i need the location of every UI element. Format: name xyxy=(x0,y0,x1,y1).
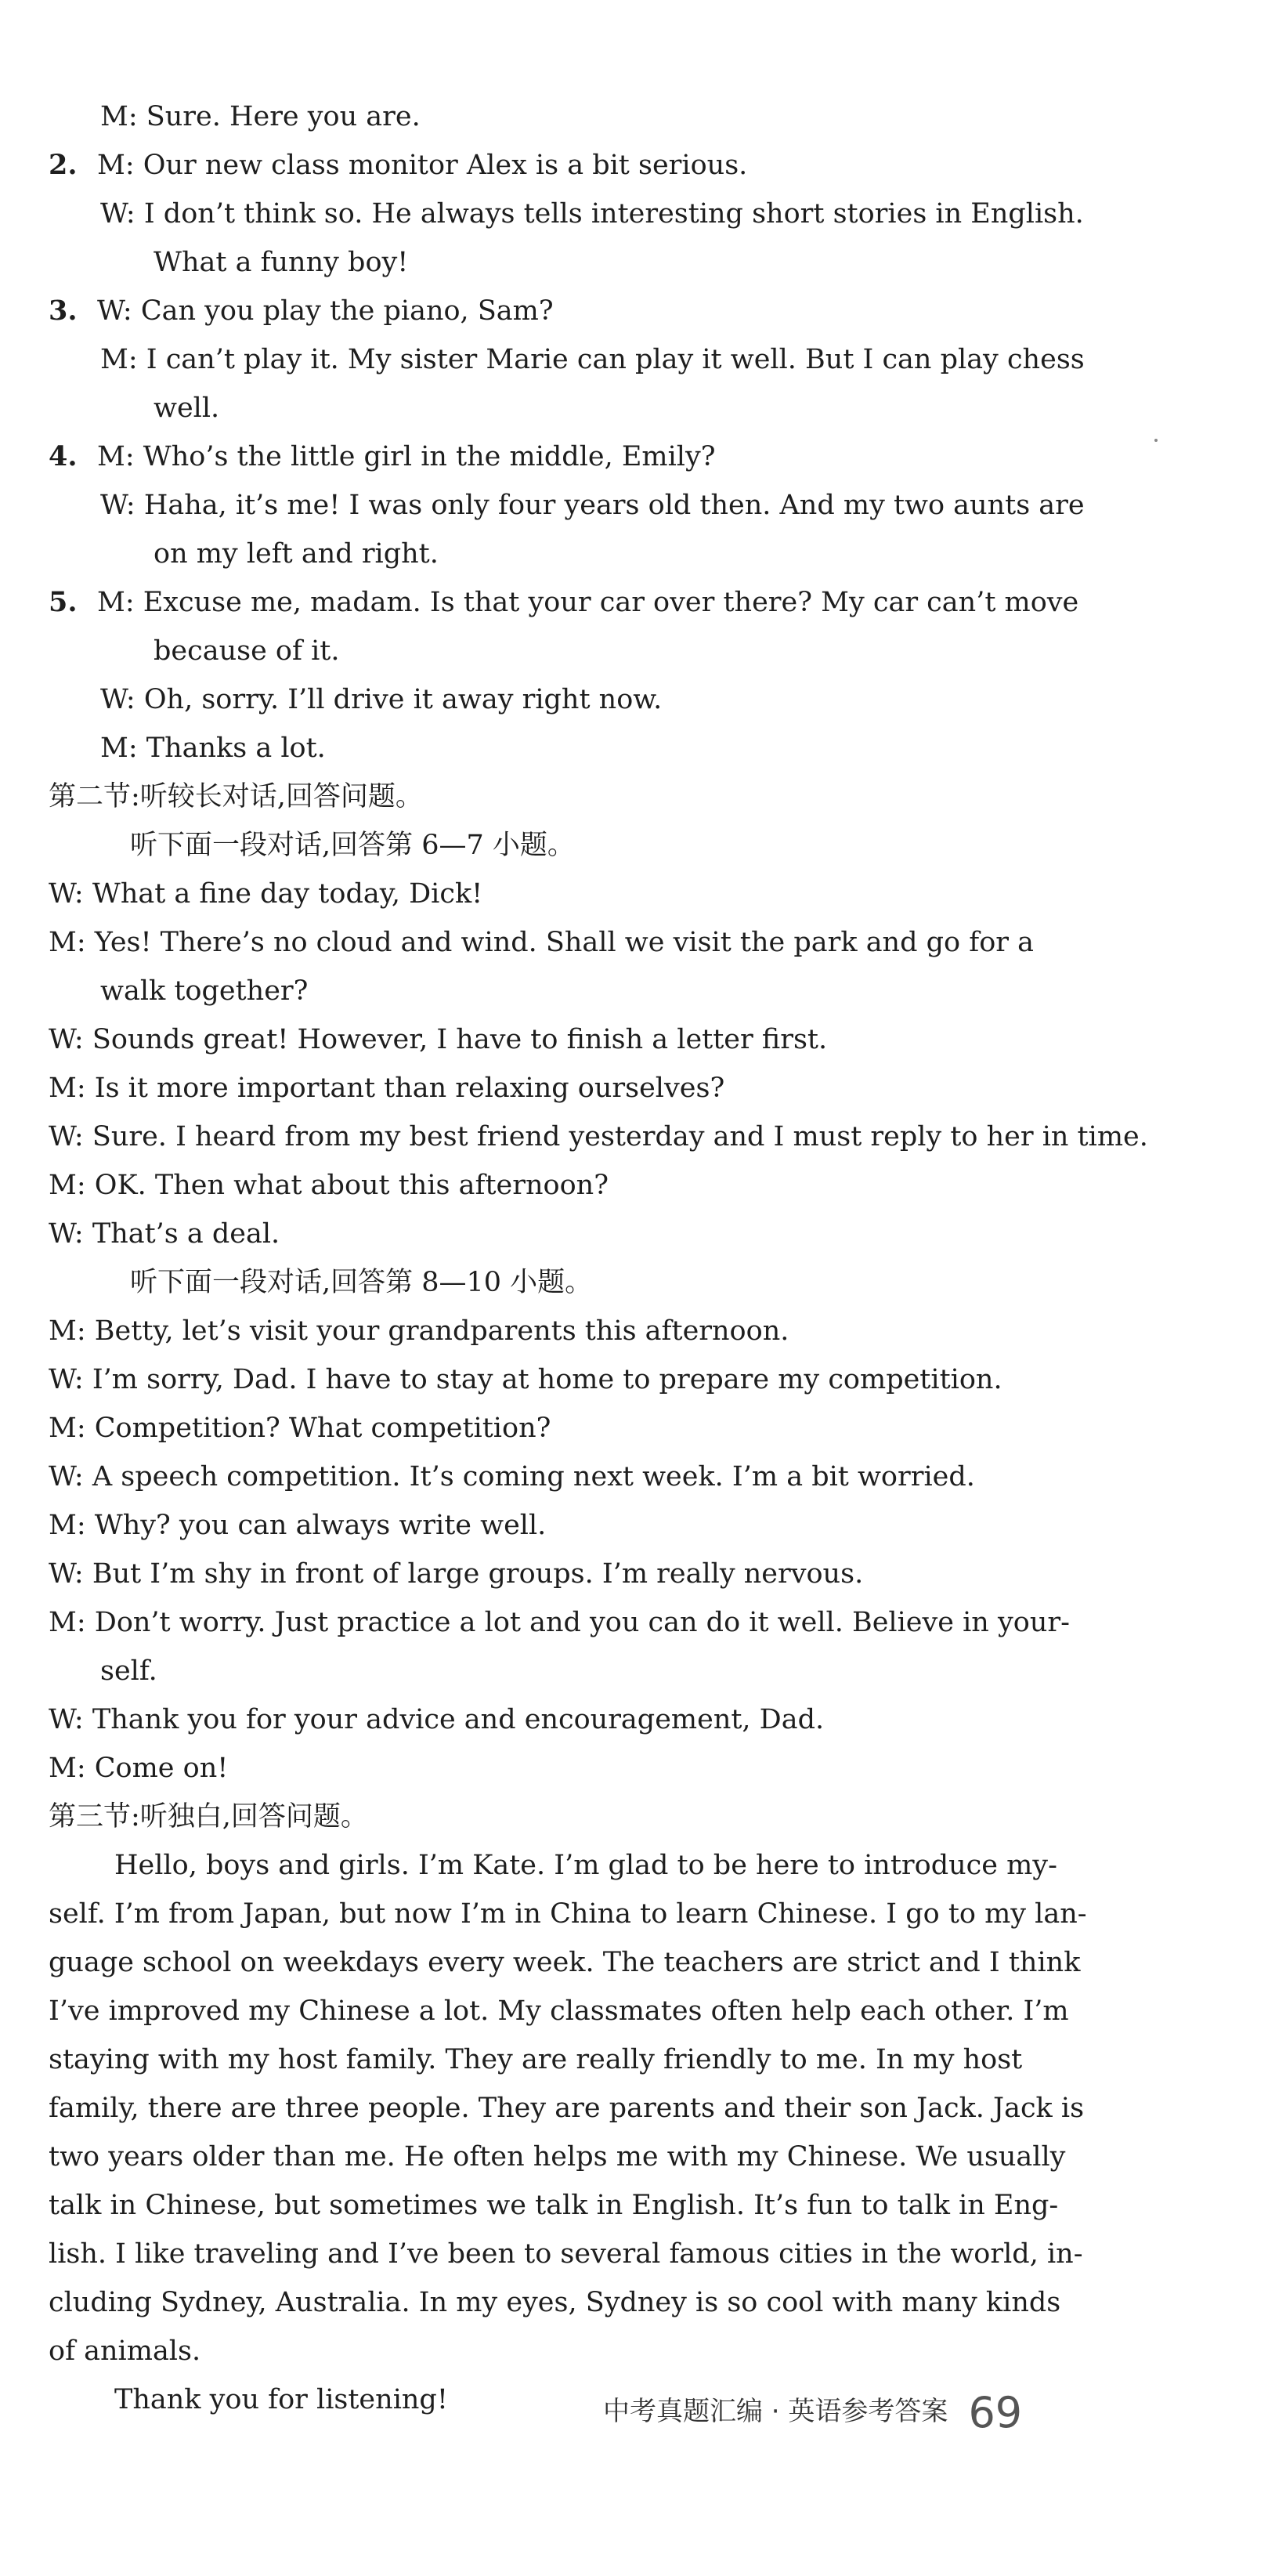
text-line xyxy=(49,530,1145,578)
line-text: Thank you for listening! xyxy=(114,2384,448,2415)
text-line xyxy=(49,1113,1148,1161)
page-footer xyxy=(603,2388,1022,2435)
text-line xyxy=(49,1210,1145,1258)
text-line xyxy=(49,1404,1145,1453)
scan-speck xyxy=(1154,439,1158,442)
line-text: of animals. xyxy=(49,2335,201,2367)
question-number: 3. xyxy=(49,295,78,327)
line-text: cluding Sydney, Australia. In my eyes, Sydney is so cool with many kinds xyxy=(49,2287,1061,2318)
text-line xyxy=(49,2278,1145,2327)
text-line xyxy=(49,1695,1145,1744)
line-text: W: Haha, it’s me! I was only four years old then. And my two aunts are xyxy=(100,490,1085,521)
answer-transcript xyxy=(49,92,1148,2424)
line-text: M: Our new class monitor Alex is a bit serious. xyxy=(97,150,748,181)
line-text: M: Betty, let’s visit your grandparents this afternoon. xyxy=(49,1315,789,1347)
text-line xyxy=(49,1841,1145,1890)
line-text: M: Is it more important than relaxing ourselves? xyxy=(49,1073,725,1104)
line-text: 听下面一段对话,回答第 6—7 小题。 xyxy=(130,830,575,861)
text-line xyxy=(49,481,1145,530)
question-number: 5. xyxy=(49,586,78,618)
line-text: self. xyxy=(100,1655,157,1687)
line-text: W: I don’t think so. He always tells interesting short stories in English. xyxy=(100,198,1084,230)
text-line xyxy=(49,2327,1145,2375)
text-line xyxy=(49,1598,1145,1647)
text-line xyxy=(49,2230,1145,2278)
line-text: W: Can you play the piano, Sam? xyxy=(97,295,554,327)
line-text: W: Sounds great! However, I have to finish a letter first. xyxy=(49,1024,828,1055)
text-line xyxy=(49,918,1145,967)
text-line xyxy=(49,2133,1145,2181)
line-text: 第二节:听较长对话,回答问题。 xyxy=(49,781,423,812)
line-text: M: I can’t play it. My sister Marie can play it well. But I can play chess xyxy=(100,344,1085,375)
text-line xyxy=(49,2035,1145,2084)
text-line xyxy=(49,1793,1145,1841)
text-line xyxy=(49,1501,1145,1550)
text-line xyxy=(49,432,1145,481)
line-text: 听下面一段对话,回答第 8—10 小题。 xyxy=(130,1267,593,1298)
line-text: walk together? xyxy=(100,975,309,1007)
line-text: M: OK. Then what about this afternoon? xyxy=(49,1170,609,1201)
line-text: M: Excuse me, madam. Is that your car over there? My car can’t move xyxy=(97,587,1079,618)
line-text: M: Come on! xyxy=(49,1753,229,1784)
text-line xyxy=(49,1744,1145,1793)
line-text: W: What a fine day today, Dick! xyxy=(49,878,483,910)
text-line xyxy=(49,821,1145,870)
line-text: guage school on weekdays every week. The teachers are strict and I think xyxy=(49,1947,1081,1978)
line-text: staying with my host family. They are really friendly to me. In my host xyxy=(49,2044,1023,2075)
text-line xyxy=(49,578,1145,627)
line-text: W: Thank you for your advice and encouragement, Dad. xyxy=(49,1704,825,1735)
page-number: 69 xyxy=(968,2387,1023,2437)
line-text: W: That’s a deal. xyxy=(49,1218,280,1250)
line-text: talk in Chinese, but sometimes we talk in English. It’s fun to talk in Eng- xyxy=(49,2190,1059,2221)
line-text: I’ve improved my Chinese a lot. My classmates often help each other. I’m xyxy=(49,1995,1069,2027)
line-text: W: Sure. I heard from my best friend yesterday and I must reply to her in time. xyxy=(49,1121,1148,1152)
line-text: W: A speech competition. It’s coming next week. I’m a bit worried. xyxy=(49,1461,975,1492)
text-line xyxy=(49,1550,1145,1598)
line-text: M: Sure. Here you are. xyxy=(100,101,421,132)
line-text: M: Who’s the little girl in the middle, Emily? xyxy=(97,441,716,472)
text-line xyxy=(49,1064,1145,1113)
text-line xyxy=(49,1307,1145,1355)
text-line xyxy=(49,384,1145,432)
line-text: W: I’m sorry, Dad. I have to stay at home to prepare my competition. xyxy=(49,1364,1002,1395)
text-line xyxy=(49,772,1145,821)
text-line xyxy=(49,1015,1145,1064)
text-line xyxy=(49,92,1145,141)
text-line xyxy=(49,870,1145,918)
text-line xyxy=(49,1647,1145,1695)
line-text: on my left and right. xyxy=(154,538,439,570)
question-number: 4. xyxy=(49,440,78,472)
text-line xyxy=(49,2084,1145,2133)
line-text: M: Yes! There’s no cloud and wind. Shall we visit the park and go for a xyxy=(49,927,1034,958)
line-text: well. xyxy=(154,393,220,424)
text-line xyxy=(49,724,1145,772)
text-line xyxy=(49,627,1145,675)
text-line xyxy=(49,238,1145,287)
text-line xyxy=(49,1890,1145,1938)
text-line xyxy=(49,287,1145,335)
text-line xyxy=(49,1453,1145,1501)
line-text: self. I’m from Japan, but now I’m in China to learn Chinese. I go to my lan- xyxy=(49,1898,1087,1930)
question-number: 2. xyxy=(49,149,78,181)
line-text: lish. I like traveling and I’ve been to several famous cities in the world, in- xyxy=(49,2238,1083,2270)
text-line xyxy=(49,190,1145,238)
text-line xyxy=(49,1987,1145,2035)
line-text: M: Don’t worry. Just practice a lot and you can do it well. Believe in your- xyxy=(49,1607,1070,1638)
text-line xyxy=(49,335,1145,384)
text-line xyxy=(49,1355,1145,1404)
line-text: W: But I’m shy in front of large groups. I’m really nervous. xyxy=(49,1558,864,1590)
line-text: M: Competition? What competition? xyxy=(49,1413,551,1444)
line-text: M: Why? you can always write well. xyxy=(49,1510,547,1541)
text-line xyxy=(49,1258,1145,1307)
line-text: family, there are three people. They are parents and their son Jack. Jack is xyxy=(49,2093,1085,2124)
text-line xyxy=(49,141,1145,190)
line-text: What a funny boy! xyxy=(154,247,409,278)
text-line xyxy=(49,2181,1145,2230)
footer-title: 中考真题汇编 · 英语参考答案 xyxy=(603,2396,948,2427)
line-text: two years older than me. He often helps me with my Chinese. We usually xyxy=(49,2141,1066,2173)
line-text: Hello, boys and girls. I’m Kate. I’m glad to be here to introduce my- xyxy=(114,1850,1057,1881)
text-line xyxy=(49,1938,1145,1987)
line-text: M: Thanks a lot. xyxy=(100,733,326,764)
text-line xyxy=(49,1161,1145,1210)
line-text: 第三节:听独白,回答问题。 xyxy=(49,1801,368,1833)
line-text: W: Oh, sorry. I’ll drive it away right now. xyxy=(100,684,663,715)
text-line xyxy=(49,675,1145,724)
text-line xyxy=(49,967,1145,1015)
line-text: because of it. xyxy=(154,635,340,667)
